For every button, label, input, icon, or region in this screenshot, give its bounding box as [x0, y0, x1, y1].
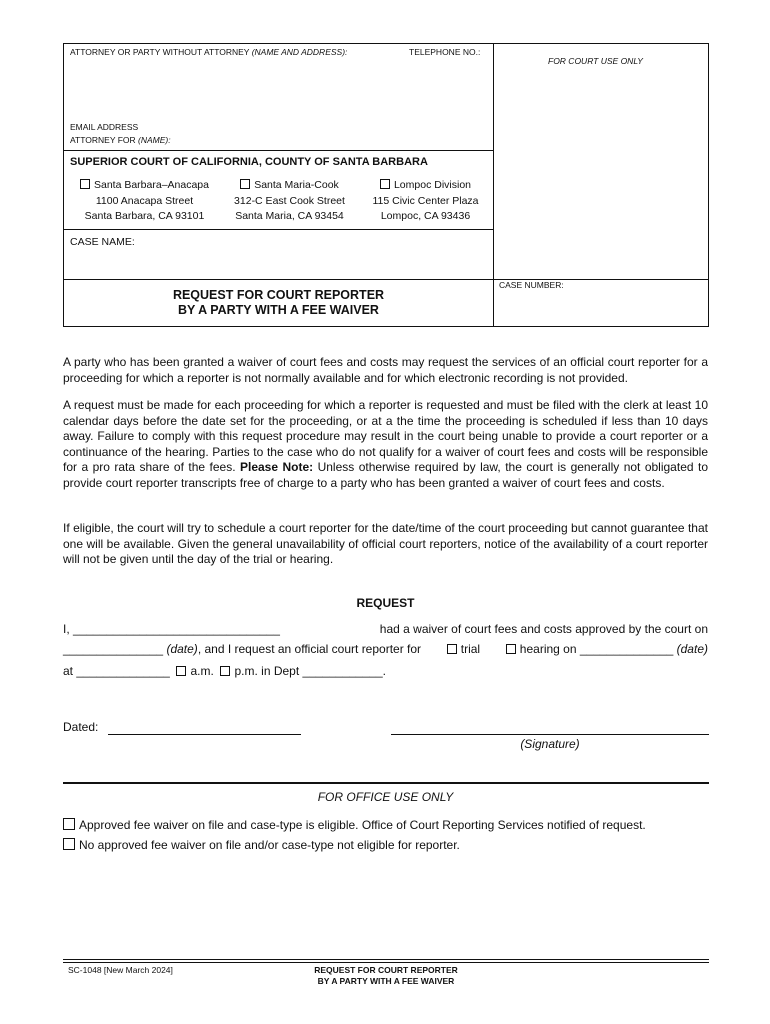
header-divider-casename — [63, 229, 494, 230]
approval-date-blank[interactable]: _______________ — [63, 642, 164, 656]
header-divider-court — [63, 150, 494, 151]
santa-maria-checkbox[interactable] — [240, 179, 250, 189]
court-title: SUPERIOR COURT OF CALIFORNIA, COUNTY OF SANTA BARBARA — [70, 156, 428, 168]
division-lompoc: Lompoc Division 115 Civic Center Plaza Lompoc, CA 93436 — [372, 179, 479, 222]
attorney-label: ATTORNEY OR PARTY WITHOUT ATTORNEY (NAME AND ADDRESS): — [70, 47, 348, 57]
office-option-approved: Approved fee waiver on file and case-type is eligible. Office of Court Reporting Services notified of request. — [63, 818, 646, 832]
footer-divider-2 — [63, 962, 709, 963]
case-number-label: CASE NUMBER: — [499, 280, 564, 290]
hearing-checkbox[interactable] — [506, 644, 516, 654]
office-heading: FOR OFFICE USE ONLY — [317, 790, 454, 804]
telephone-label: TELEPHONE NO.: — [409, 47, 481, 57]
dated-label: Dated: — [63, 720, 99, 734]
request-line-3: at ______________ a.m. p.m. in Dept ____________. — [63, 664, 386, 678]
case-name-label: CASE NAME: — [70, 236, 135, 248]
footer-form-id: SC-1048 [New March 2024] — [68, 965, 173, 975]
not-approved-checkbox[interactable] — [63, 838, 75, 850]
court-use-label: FOR COURT USE ONLY — [548, 56, 643, 66]
paragraph-eligibility: If eligible, the court will try to schedule a court reporter for the date/time of the court proceeding but cannot guarantee that one will be available. Given the general unavailability of official court reporters, notice of the availability of a court reporter will not be given until the day of the trial or hearing. — [63, 521, 708, 566]
office-divider — [63, 782, 709, 784]
pm-checkbox[interactable] — [220, 666, 230, 676]
request-line-2: _______________ (date), and I request an official court reporter for trial hearing on ______________ (date) — [63, 642, 708, 656]
lompoc-checkbox[interactable] — [380, 179, 390, 189]
paragraph-intro: A party who has been granted a waiver of court fees and costs may request the services of an official court reporter for a proceeding for which a reporter is not normally available and for which electronic recording is not provided. — [63, 355, 708, 385]
time-blank[interactable]: ______________ — [76, 664, 170, 678]
dated-line[interactable] — [108, 734, 301, 735]
trial-checkbox[interactable] — [447, 644, 457, 654]
paragraph-requirements: A request must be made for each proceeding for which a reporter is requested and must be filed with the clerk at least 10 calendar days before the date set for the proceeding, or at a the time the proceeding is scheduled if less than 10 days away. Failure to comply with this request procedure may result in the court being unable to provide a court reporter or a continuance of the hearing. Parties to the case who do not qualify for a waiver of court fees and costs will be responsible for a pro rata share of the fees. Please Note: Unless otherwise required by law, the court is generally not obligated to provide court reporter transcripts free of charge to a party who has been granted a waiver of court fees and costs. — [63, 398, 708, 490]
dept-blank[interactable]: ____________. — [302, 664, 386, 678]
footer-title: REQUEST FOR COURT REPORTER BY A PARTY WITH A FEE WAIVER — [314, 965, 458, 986]
division-santa-maria: Santa Maria-Cook 312-C East Cook Street Santa Maria, CA 93454 — [234, 179, 345, 222]
name-blank[interactable]: _______________________________ — [73, 622, 280, 636]
attorney-for-label: ATTORNEY FOR (NAME): — [70, 135, 171, 145]
office-option-not-approved: No approved fee waiver on file and/or case-type not eligible for reporter. — [63, 838, 460, 852]
division-santa-barbara: Santa Barbara–Anacapa 1100 Anacapa Street Santa Barbara, CA 93101 — [72, 178, 217, 225]
signature-line[interactable] — [391, 734, 709, 735]
approved-checkbox[interactable] — [63, 818, 75, 830]
am-checkbox[interactable] — [176, 666, 186, 676]
signature-label: (Signature) — [520, 737, 580, 751]
header-divider-vertical — [493, 43, 494, 327]
request-line-1: I, _______________________________ had a waiver of court fees and costs approved by the court on — [63, 622, 708, 636]
hearing-date-blank[interactable]: ______________ — [579, 642, 674, 656]
email-label: EMAIL ADDRESS — [70, 122, 139, 132]
request-heading: REQUEST — [356, 596, 415, 610]
header-divider-title — [63, 279, 709, 280]
form-title: REQUEST FOR COURT REPORTER BY A PARTY WITH A FEE WAIVER — [172, 288, 385, 317]
footer-divider — [63, 959, 709, 960]
santa-barbara-checkbox[interactable] — [80, 179, 90, 189]
